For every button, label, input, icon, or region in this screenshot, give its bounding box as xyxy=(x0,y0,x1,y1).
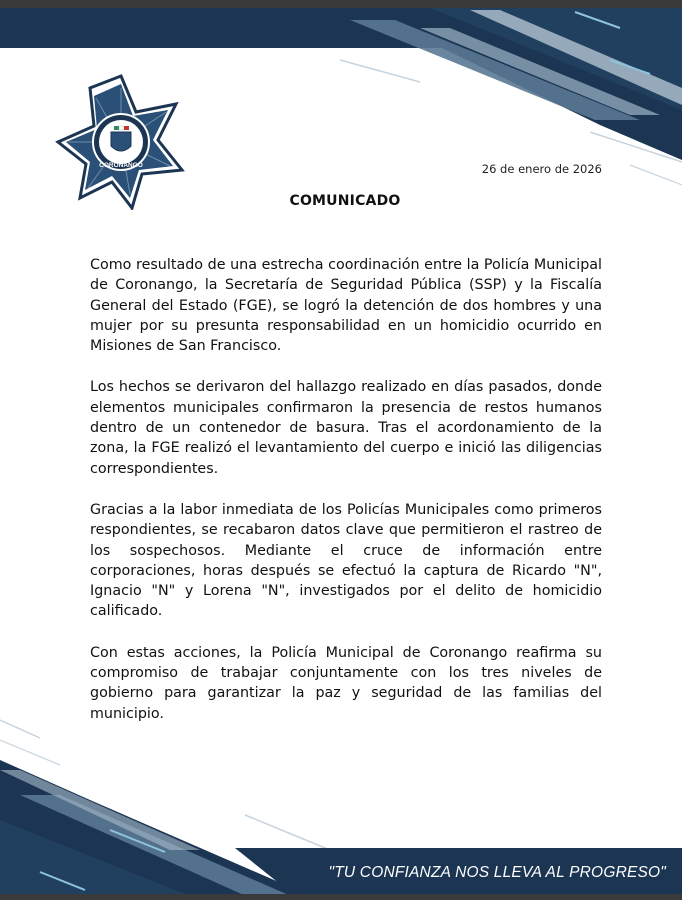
communique-body xyxy=(90,255,602,745)
paragraph: Con estas acciones, la Policía Municipal de Coronango reafirma su compromiso de trabajar conjuntamente con los tres niveles de gobierno para garantizar la paz y seguridad de las familias del municipio. xyxy=(90,644,602,722)
paragraph: Gracias a la labor inmediata de los Policías Municipales como primeros respondientes, se recabaron datos clave que permitieron el rastreo de los sospechosos. Mediante el cruce de información entre corporaciones, horas después se efectuó la captura de Ricardo "N", Ignacio "N" y Lorena "N", investigados por el delito de homicidio calificado. xyxy=(90,501,602,620)
police-badge-logo xyxy=(54,74,188,210)
document-date: 26 de enero de 2026 xyxy=(481,162,602,176)
footer-slogan: "TU CONFIANZA NOS LLEVA AL PROGRESO" xyxy=(328,864,666,881)
paragraph: Como resultado de una estrecha coordinación entre la Policía Municipal de Coronango, la Secretaría de Seguridad Pública (SSP) y la Fiscalía General del Estado (FGE), se logró la detención de dos hombres y una mujer por su presunta responsabilidad en un homicidio ocurrido en Misiones de San Francisco. xyxy=(90,257,602,355)
logo-label: CORONANGO xyxy=(99,162,143,169)
document-title: COMUNICADO xyxy=(289,193,401,209)
bottom-edge-bar xyxy=(0,894,682,900)
paragraph: Los hechos se derivaron del hallazgo realizado en días pasados, donde elementos municipales confirmaron la presencia de restos humanos dentro de un contenedor de basura. Tras el acordonamiento de la zona, la FGE realizó el levantamiento del cuerpo e inició las diligencias correspondientes. xyxy=(90,379,602,477)
